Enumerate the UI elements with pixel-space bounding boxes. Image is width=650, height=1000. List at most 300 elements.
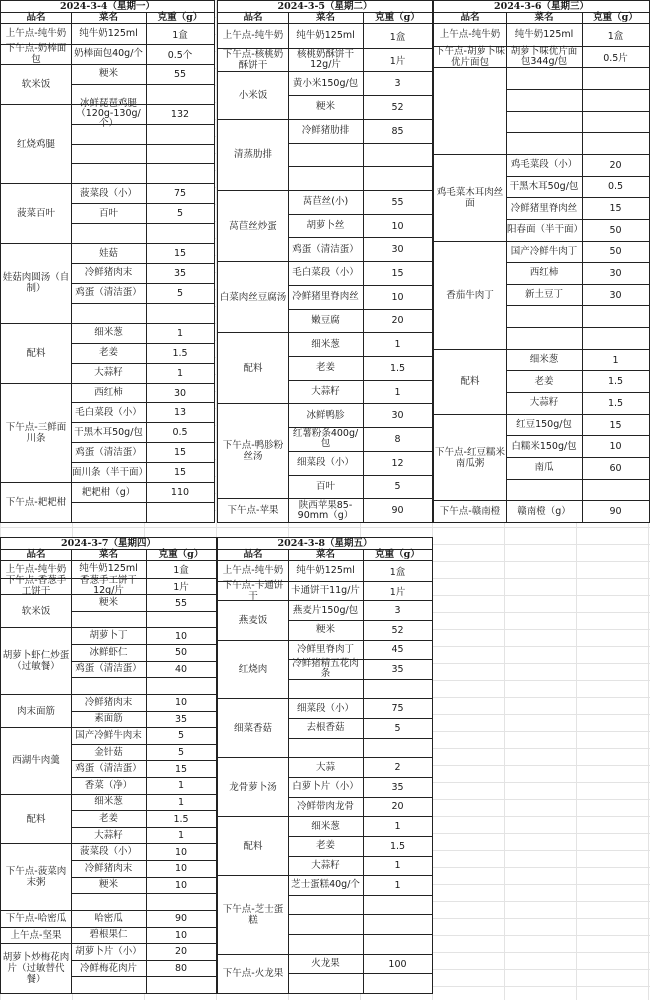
weight-cell: 1 (363, 332, 432, 356)
weight-cell (582, 111, 649, 133)
weight-cell: 1盒 (389, 31, 406, 43)
ingredient-cell (71, 677, 146, 694)
ingredient-cell: 大蒜籽 (288, 380, 363, 404)
header-ingredient: 菜名 (98, 549, 118, 560)
ingredient-cell: 老姜 (71, 810, 146, 827)
weight-cell (582, 327, 649, 349)
header-ingredient: 菜名 (534, 12, 554, 23)
dish-name: 下午点-奶棒面包 (1, 44, 71, 64)
day-title: 2024-3-4（星期一） (1, 1, 214, 13)
ingredient-cell: 冰鲜虾仁 (71, 644, 146, 661)
weight-cell: 10 (146, 627, 216, 644)
ingredient-cell: 阳春面（半干面） (506, 219, 582, 241)
table-body (1, 24, 214, 522)
weight-cell: 1 (146, 363, 214, 383)
header-dish: 品名 (26, 12, 46, 23)
weight-cell: 10 (146, 877, 216, 894)
ingredient-cell (288, 895, 363, 915)
weight-cell (146, 976, 216, 993)
weight-cell: 52 (363, 95, 432, 119)
ingredient-cell: 鸡蛋（清洁蛋） (71, 760, 146, 777)
ingredient-cell (506, 479, 582, 501)
ingredient-cell: 细米葱 (71, 794, 146, 811)
day-title: 2024-3-6（星期三） (434, 1, 649, 13)
column-divider-weight (363, 24, 364, 522)
ingredient-cell: 燕麦片150g/包 (288, 600, 363, 620)
dish-name: 下午点-胡萝卜味优片面包 (435, 45, 505, 68)
dish-name: 下午点-哈密瓜 (1, 910, 71, 927)
ingredient-cell: 毛白菜段（小） (288, 261, 363, 285)
ingredient-cell (506, 111, 582, 133)
ingredient-cell: 赣南橙（g） (506, 500, 582, 522)
ingredient-cell (71, 502, 146, 522)
ingredient-cell: 细米葱 (506, 349, 582, 371)
weight-cell: 10 (146, 860, 216, 877)
ingredient-cell: 老姜 (288, 356, 363, 380)
weight-cell: 35 (363, 659, 432, 679)
weight-cell (582, 67, 649, 89)
ingredient-cell: 金针菇 (71, 744, 146, 761)
column-divider-dish (506, 24, 507, 522)
weight-cell: 1.5 (582, 392, 649, 414)
header-weight: 克重（g） (157, 12, 203, 23)
weight-cell: 0.5 (146, 422, 214, 442)
weight-cell: 1片 (146, 578, 216, 595)
dish-name: 菠菜百叶 (1, 183, 71, 243)
ingredient-cell: 嫩豆腐 (288, 309, 363, 333)
weight-cell: 60 (582, 457, 649, 479)
dish-name: 莴苣丝炒蛋 (218, 190, 288, 261)
weight-cell (146, 124, 214, 144)
weight-cell: 20 (363, 309, 432, 333)
weight-cell: 75 (146, 183, 214, 203)
header-dish: 品名 (460, 12, 480, 23)
weight-cell: 30 (363, 237, 432, 261)
weight-cell: 110 (146, 482, 214, 502)
weight-cell: 30 (146, 383, 214, 403)
weight-cell (363, 679, 432, 699)
ingredient-cell: 纯牛奶125ml (296, 564, 355, 576)
ingredient-cell (288, 738, 363, 758)
column-divider-weight (582, 24, 583, 522)
weight-cell (146, 144, 214, 164)
ingredient-cell: 冷鲜猪里脊肉丝 (288, 285, 363, 309)
ingredient-cell (506, 89, 582, 111)
weight-cell: 90 (582, 500, 649, 522)
ingredient-cell: 大蒜籽 (288, 856, 363, 876)
ingredient-cell (71, 976, 146, 993)
weight-cell: 10 (146, 694, 216, 711)
ingredient-cell: 冷鲜猪精五花肉条 (288, 659, 363, 679)
header-dish: 品名 (243, 549, 263, 560)
dish-name (434, 67, 506, 154)
ingredient-cell (506, 327, 582, 349)
column-header-row (218, 12, 432, 24)
weight-cell: 1 (146, 777, 216, 794)
ingredient-cell: 娃菇 (71, 243, 146, 263)
ingredient-cell (71, 223, 146, 243)
weight-cell: 1盒 (389, 566, 406, 578)
ingredient-cell: 西红柿 (506, 262, 582, 284)
dish-name: 下午点-鸭胗粉丝汤 (218, 403, 288, 498)
ingredient-cell: 大蒜 (288, 757, 363, 777)
weight-cell (146, 893, 216, 910)
weight-cell: 15 (146, 462, 214, 482)
ingredient-cell: 粳米 (288, 620, 363, 640)
weight-cell: 10 (363, 285, 432, 309)
column-header-row (218, 549, 432, 561)
ingredient-cell: 核桃奶酥饼干12g/片 (288, 48, 363, 72)
dish-name: 下午点-三鲜面川条 (1, 383, 71, 483)
ingredient-cell: 纯牛奶125ml (79, 27, 138, 39)
column-divider-dish (288, 561, 289, 993)
ingredient-cell: 碧根果仁 (71, 927, 146, 944)
column-divider-dish (71, 24, 72, 522)
ingredient-cell: 大蒜籽 (71, 363, 146, 383)
weight-cell: 30 (582, 262, 649, 284)
ingredient-cell (506, 67, 582, 89)
ingredient-cell: 干黑木耳50g/包 (71, 422, 146, 442)
ingredient-cell (71, 893, 146, 910)
weight-cell: 10 (146, 843, 216, 860)
day-table (433, 0, 650, 523)
weight-cell: 1.5 (146, 810, 216, 827)
day-title: 2024-3-7（星期四） (1, 538, 216, 550)
weight-cell: 1 (146, 323, 214, 343)
ingredient-cell: 国产冷鲜牛肉末 (71, 727, 146, 744)
dish-name: 下午点-火龙果 (218, 954, 288, 993)
header-divider (363, 549, 364, 561)
dish-name: 下午点-卡通饼干 (218, 581, 288, 601)
weight-cell: 40 (146, 661, 216, 678)
ingredient-cell: 陕西苹果85-90mm（g） (288, 498, 363, 522)
dish-name: 鸡毛菜木耳肉丝面 (434, 154, 506, 241)
dish-name: 香茄牛肉丁 (434, 241, 506, 349)
weight-cell: 0.5个 (146, 44, 214, 64)
weight-cell (363, 143, 432, 167)
weight-cell: 1.5 (582, 370, 649, 392)
ingredient-cell: 粳米 (71, 64, 146, 84)
ingredient-cell: 大蒜籽 (71, 827, 146, 844)
dish-name: 上午点-坚果 (1, 927, 71, 944)
weight-cell: 80 (146, 960, 216, 977)
weight-cell: 35 (146, 711, 216, 728)
dish-name: 软米饭 (1, 64, 71, 104)
header-divider (363, 12, 364, 24)
weight-cell: 10 (146, 927, 216, 944)
weight-cell: 20 (363, 797, 432, 817)
weight-cell: 30 (582, 284, 649, 306)
ingredient-cell (71, 124, 146, 144)
ingredient-cell: 新土豆丁 (506, 284, 582, 306)
weight-cell: 10 (363, 214, 432, 238)
ingredient-cell: 红薯粉条400g/包 (288, 427, 363, 451)
dish-name: 上午点-纯牛奶 (439, 29, 501, 41)
weight-cell: 1 (363, 875, 432, 895)
weight-cell (146, 502, 214, 522)
weight-cell: 1 (582, 349, 649, 371)
weight-cell: 8 (363, 427, 432, 451)
weight-cell: 50 (582, 241, 649, 263)
weight-cell: 15 (582, 414, 649, 436)
ingredient-cell: 纯牛奶125ml (79, 563, 138, 575)
column-divider-weight (363, 561, 364, 993)
weight-cell: 100 (363, 954, 432, 974)
weight-cell: 52 (363, 620, 432, 640)
ingredient-cell: 细米葱 (288, 332, 363, 356)
column-divider-dish (288, 24, 289, 522)
ingredient-cell: 老姜 (288, 836, 363, 856)
weight-cell: 20 (582, 154, 649, 176)
weight-cell: 75 (363, 698, 432, 718)
weight-cell (363, 895, 432, 915)
weight-cell (363, 738, 432, 758)
ingredient-cell: 胡萝卜味优片面包344g/包 (506, 46, 582, 68)
ingredient-cell: 毛白菜段（小） (71, 402, 146, 422)
header-divider (71, 12, 72, 24)
column-header-row (434, 12, 649, 24)
ingredient-cell (71, 303, 146, 323)
ingredient-cell: 细米葱 (71, 323, 146, 343)
header-ingredient: 菜名 (98, 12, 118, 23)
ingredient-cell: 冰鲜琵琶鸡腿（120g-130g/个） (71, 104, 146, 124)
ingredient-cell: 老姜 (506, 370, 582, 392)
ingredient-cell: 卡通饼干11g/片 (288, 581, 363, 601)
dish-name: 下午点-苹果 (218, 498, 288, 522)
ingredient-cell: 冷鲜猪里脊肉丝 (506, 197, 582, 219)
day-table (0, 537, 217, 994)
weight-cell: 5 (146, 744, 216, 761)
header-divider (288, 12, 289, 24)
ingredient-cell: 粳米 (288, 95, 363, 119)
ingredient-cell: 粳米 (71, 594, 146, 611)
header-divider (71, 549, 72, 561)
ingredient-cell: 胡萝卜丁 (71, 627, 146, 644)
ingredient-cell (71, 144, 146, 164)
dish-name: 燕麦饭 (218, 600, 288, 639)
weight-cell: 1 (363, 856, 432, 876)
weight-cell: 35 (363, 777, 432, 797)
ingredient-cell: 粳米 (71, 877, 146, 894)
ingredient-cell: 莴苣丝(小) (288, 190, 363, 214)
column-divider-dish (71, 561, 72, 993)
weight-cell: 1.5 (363, 356, 432, 380)
ingredient-cell: 耙耙柑（g） (71, 482, 146, 502)
header-ingredient: 菜名 (315, 12, 335, 23)
weight-cell: 15 (582, 197, 649, 219)
dish-name: 红烧鸡腿 (1, 104, 71, 184)
dish-name: 娃菇肉圆汤（自制） (1, 243, 71, 323)
ingredient-cell: 鸡毛菜段（小） (506, 154, 582, 176)
weight-cell (363, 934, 432, 954)
header-divider (288, 549, 289, 561)
weight-cell (582, 305, 649, 327)
weight-cell: 5 (363, 718, 432, 738)
ingredient-cell: 鸡蛋（清洁蛋） (71, 442, 146, 462)
header-dish: 品名 (26, 549, 46, 560)
weight-cell: 5 (363, 475, 432, 499)
weight-cell: 132 (146, 104, 214, 124)
ingredient-cell: 冷鲜猪肉末 (71, 694, 146, 711)
day-title: 2024-3-5（星期二） (218, 1, 432, 13)
weight-cell: 50 (146, 644, 216, 661)
ingredient-cell: 芝士蛋糕40g/个 (288, 875, 363, 895)
dish-name: 红烧肉 (218, 640, 288, 699)
ingredient-cell: 冷鲜猪肉末 (71, 263, 146, 283)
weight-cell (146, 163, 214, 183)
weight-cell: 12 (363, 451, 432, 475)
ingredient-cell: 干黑木耳50g/包 (506, 176, 582, 198)
ingredient-cell: 鸡蛋（清洁蛋） (71, 283, 146, 303)
ingredient-cell: 白萝卜片（小） (288, 777, 363, 797)
weight-cell (146, 677, 216, 694)
ingredient-cell: 细菜段（小） (288, 451, 363, 475)
ingredient-cell: 菠菜段（小） (71, 843, 146, 860)
header-divider (146, 12, 147, 24)
ingredient-cell: 冷鲜猪肋排 (288, 119, 363, 143)
header-weight: 克重（g） (593, 12, 638, 23)
weight-cell: 1.5 (146, 343, 214, 363)
table-body (1, 561, 216, 993)
weight-cell (363, 166, 432, 190)
ingredient-cell (288, 143, 363, 167)
dish-name: 上午点-纯牛奶 (5, 563, 67, 575)
day-table (217, 0, 433, 523)
ingredient-cell: 南瓜 (506, 457, 582, 479)
weight-cell: 5 (146, 727, 216, 744)
weight-cell (363, 914, 432, 934)
ingredient-cell (71, 611, 146, 628)
weight-cell: 45 (363, 640, 432, 660)
weight-cell (146, 611, 216, 628)
ingredient-cell: 冷鲜带肉龙骨 (288, 797, 363, 817)
dish-name: 清蒸肋排 (218, 119, 288, 190)
dish-name: 肉末面筋 (1, 694, 71, 727)
dish-name: 胡萝卜炒梅花肉片（过敏替代餐） (1, 943, 71, 993)
header-divider (146, 549, 147, 561)
ingredient-cell: 冷鲜梅花肉片 (71, 960, 146, 977)
dish-name: 下午点-菠菜肉末粥 (1, 843, 71, 909)
weight-cell (363, 973, 432, 993)
ingredient-cell: 纯牛奶125ml (514, 28, 574, 40)
weight-cell: 1盒 (607, 30, 624, 42)
header-divider (506, 12, 507, 24)
dish-name: 配料 (434, 349, 506, 414)
dish-name: 软米饭 (1, 594, 71, 627)
dish-name: 配料 (1, 323, 71, 383)
dish-name: 上午点-纯牛奶 (5, 28, 67, 40)
weight-cell: 1盒 (172, 29, 188, 41)
weight-cell (582, 479, 649, 501)
ingredient-cell: 胡萝卜丝 (288, 214, 363, 238)
weight-cell: 13 (146, 402, 214, 422)
weight-cell: 3 (363, 71, 432, 95)
ingredient-cell (288, 914, 363, 934)
ingredient-cell: 黄小米150g/包 (288, 71, 363, 95)
table-body (434, 24, 649, 522)
header-divider (582, 12, 583, 24)
weight-cell (582, 89, 649, 111)
ingredient-cell: 细菜段（小） (288, 698, 363, 718)
weight-cell: 15 (146, 760, 216, 777)
ingredient-cell (506, 132, 582, 154)
weight-cell (582, 132, 649, 154)
header-weight: 克重（g） (375, 12, 420, 23)
ingredient-cell: 冰鲜鸭胗 (288, 403, 363, 427)
weight-cell: 90 (146, 910, 216, 927)
ingredient-cell (288, 679, 363, 699)
ingredient-cell: 火龙果 (288, 954, 363, 974)
weight-cell: 55 (146, 594, 216, 611)
ingredient-cell: 冷鲜猪肉末 (71, 860, 146, 877)
weight-cell: 1 (363, 380, 432, 404)
weight-cell: 85 (363, 119, 432, 143)
dish-name: 上午点-纯牛奶 (222, 565, 284, 577)
dish-name: 下午点-赣南橙 (434, 500, 506, 522)
weight-cell: 15 (146, 442, 214, 462)
weight-cell: 2 (363, 757, 432, 777)
ingredient-cell: 老姜 (71, 343, 146, 363)
ingredient-cell: 鸡蛋（清洁蛋） (288, 237, 363, 261)
dish-name: 下午点-核桃奶酥饼干 (218, 48, 288, 72)
ingredient-cell: 纯牛奶125ml (296, 29, 355, 41)
ingredient-cell (288, 934, 363, 954)
dish-name: 细菜香菇 (218, 698, 288, 757)
column-header-row (1, 549, 216, 561)
dish-name: 配料 (218, 332, 288, 403)
ingredient-cell: 哈密瓜 (71, 910, 146, 927)
table-body (218, 24, 432, 522)
ingredient-cell: 鸡蛋（清洁蛋） (71, 661, 146, 678)
weight-cell: 1片 (363, 48, 432, 72)
table-body (218, 561, 432, 993)
dish-name: 胡萝卜虾仁炒蛋（过敏餐） (1, 627, 71, 693)
weight-cell: 50 (582, 219, 649, 241)
weight-cell: 15 (363, 261, 432, 285)
weight-cell: 90 (363, 498, 432, 522)
dish-name: 龙骨萝卜汤 (218, 757, 288, 816)
weight-cell: 1 (363, 816, 432, 836)
ingredient-cell: 白糯米150g/包 (506, 435, 582, 457)
weight-cell: 30 (363, 403, 432, 427)
ingredient-cell: 红豆150g/包 (506, 414, 582, 436)
ingredient-cell: 细米葱 (288, 816, 363, 836)
ingredient-cell: 百叶 (288, 475, 363, 499)
ingredient-cell: 国产冷鲜牛肉丁 (506, 241, 582, 263)
ingredient-cell: 面川条（半干面） (71, 462, 146, 482)
weight-cell (146, 303, 214, 323)
weight-cell: 55 (146, 64, 214, 84)
ingredient-cell: 素面筋 (71, 711, 146, 728)
weight-cell: 3 (363, 600, 432, 620)
ingredient-cell (506, 305, 582, 327)
ingredient-cell (288, 166, 363, 190)
ingredient-cell: 百叶 (71, 203, 146, 223)
dish-name: 下午点-耙耙柑 (1, 482, 71, 522)
weight-cell: 5 (146, 283, 214, 303)
weight-cell: 55 (363, 190, 432, 214)
dish-name: 下午点-芝士蛋糕 (218, 875, 288, 954)
column-header-row (1, 12, 214, 24)
weight-cell: 1.5 (363, 836, 432, 856)
ingredient-cell: 西红柿 (71, 383, 146, 403)
dish-name: 小米饭 (218, 71, 288, 118)
dish-name: 配料 (1, 794, 71, 844)
weight-cell: 1 (146, 827, 216, 844)
weight-cell (146, 223, 214, 243)
ingredient-cell (71, 163, 146, 183)
dish-name: 西湖牛肉羹 (1, 727, 71, 793)
